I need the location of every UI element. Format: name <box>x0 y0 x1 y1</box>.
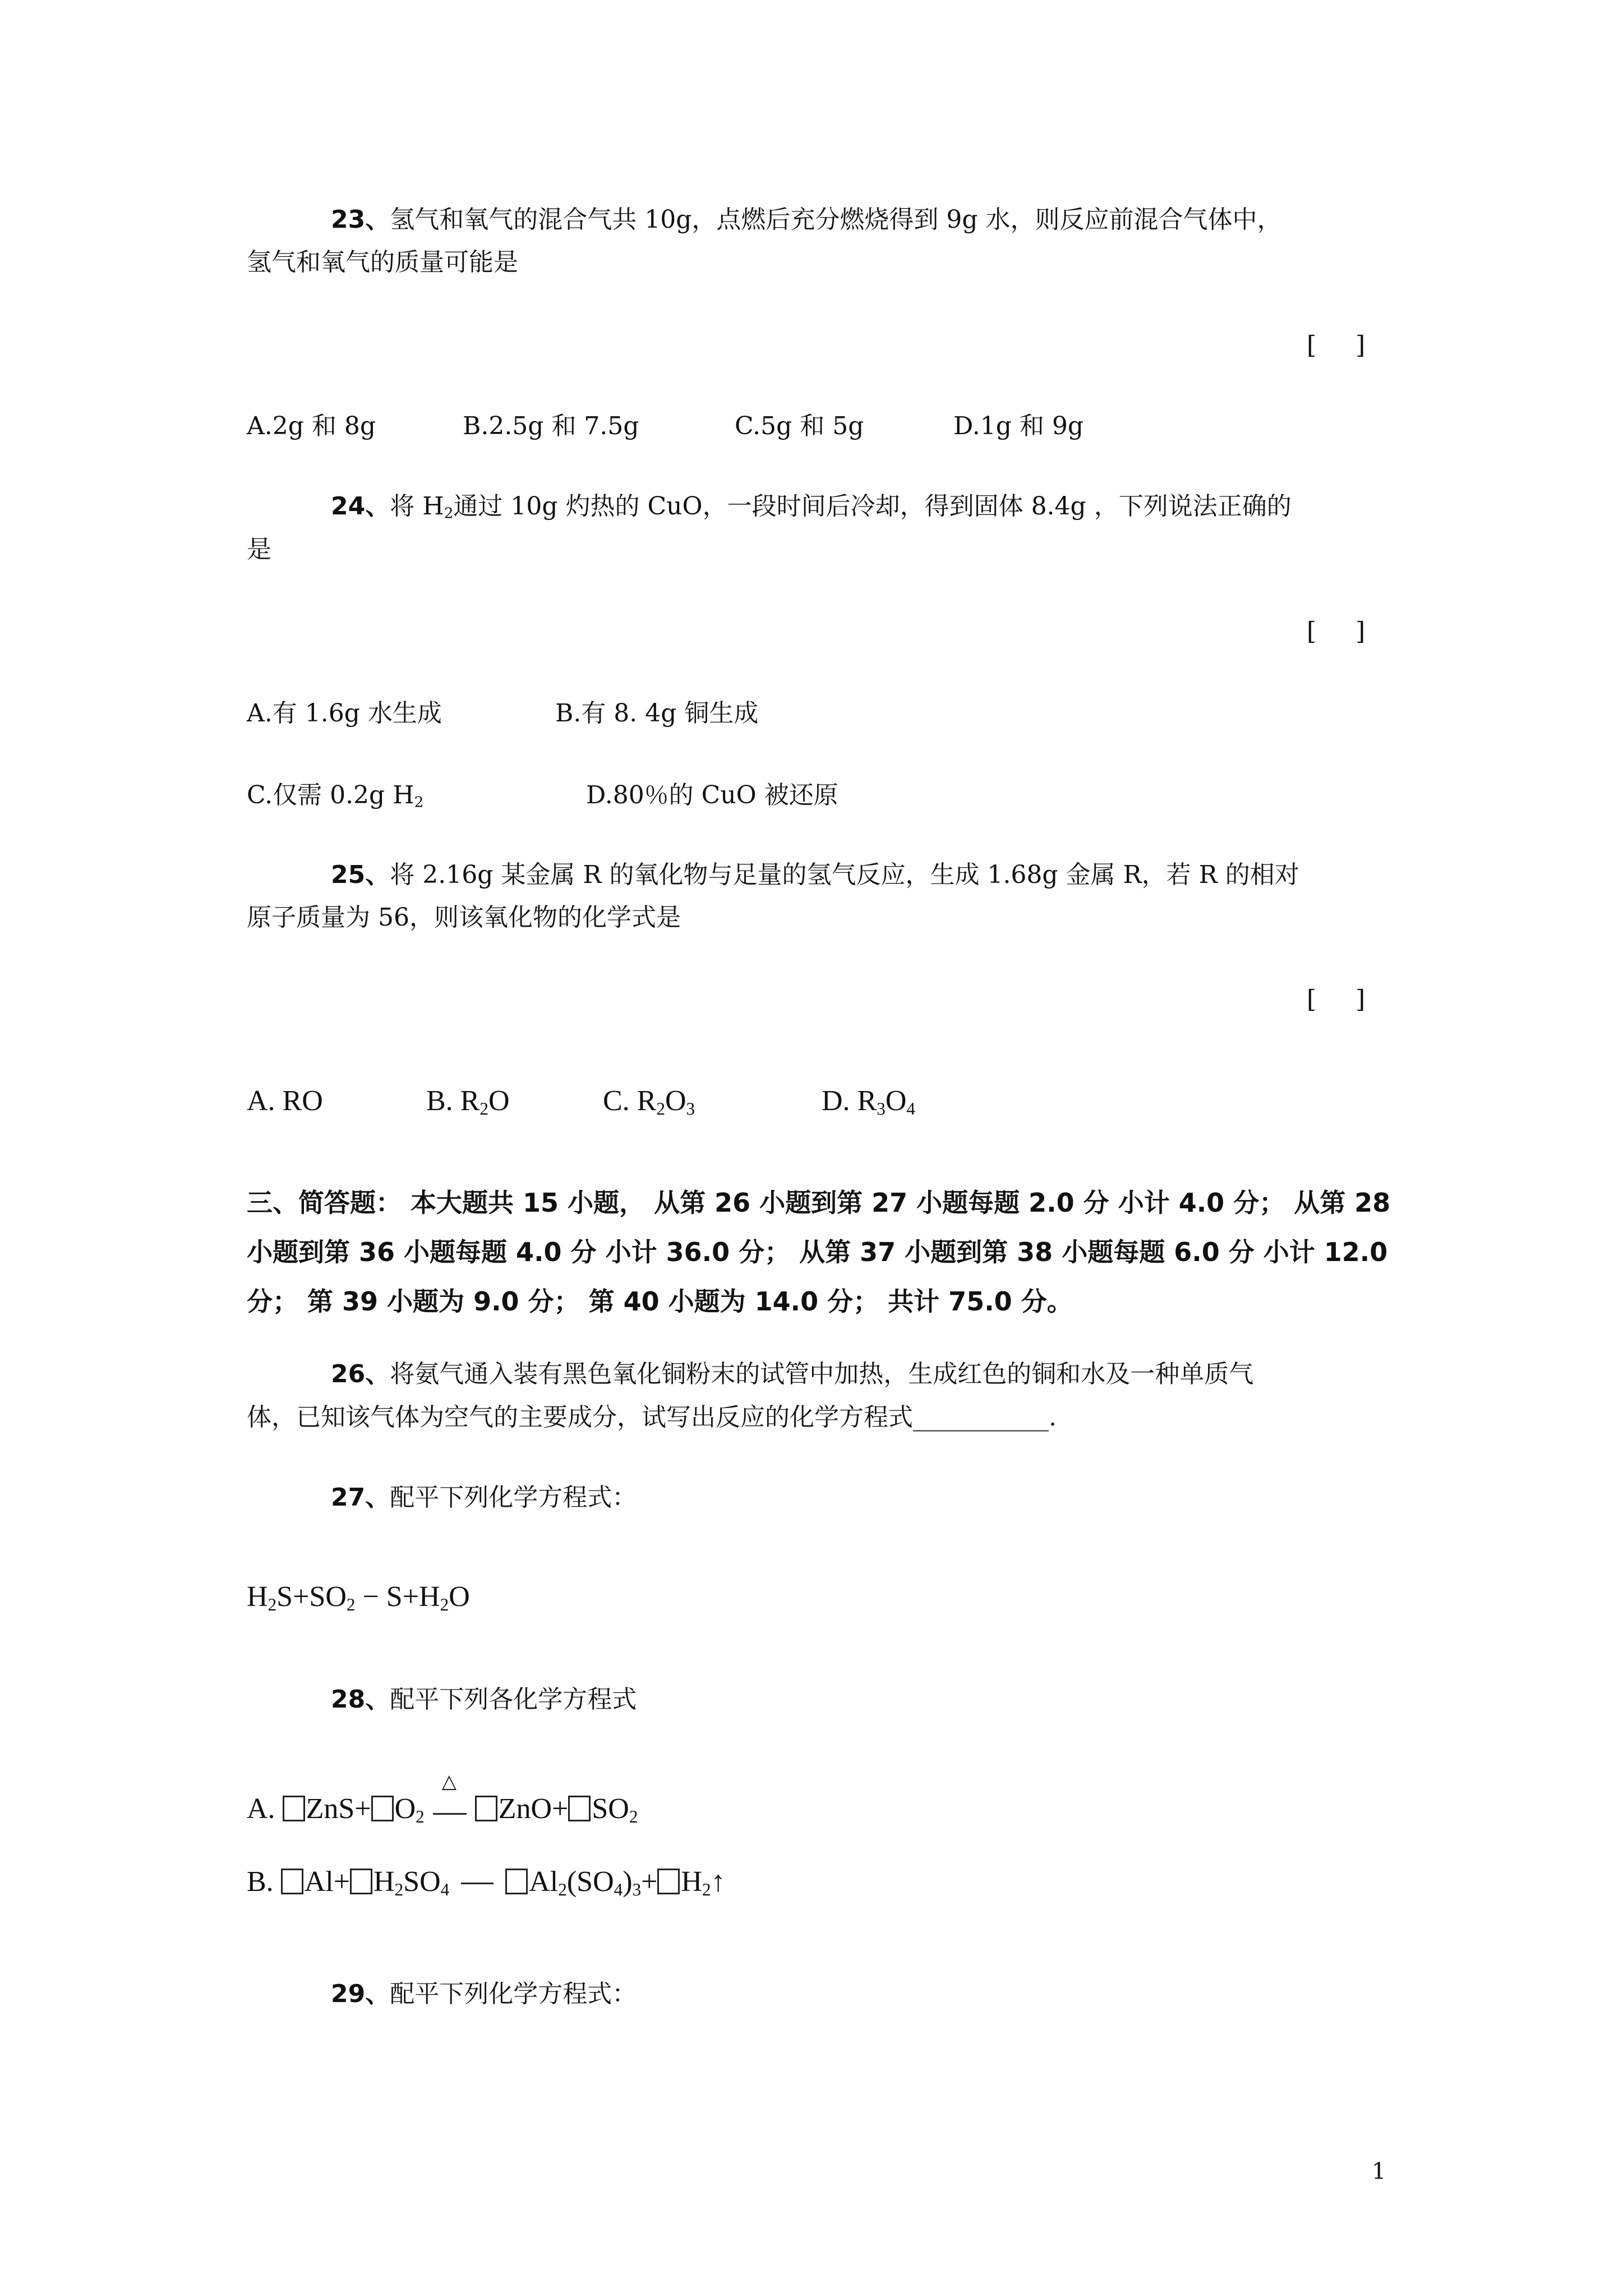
q25-line2: 原子质量为 56，则该氧化物的化学式是 <box>247 903 681 932</box>
q23-line1: 23、氢气和氧气的混合气共 10g，点燃后充分燃烧得到 9g 水，则反应前混合气体中， <box>331 205 1282 234</box>
q23-answer-bracket[interactable]: [ ] <box>1307 331 1366 360</box>
q24-option-a: A.有 1.6g 水生成 <box>247 699 442 728</box>
q25-number: 25、 <box>331 861 390 889</box>
q23-option-a: A.2g 和 8g <box>247 412 376 440</box>
q24-option-d: D.80％的 CuO 被还原 <box>586 781 838 809</box>
reaction-dash <box>461 1883 494 1884</box>
q26-number: 26、 <box>331 1360 390 1388</box>
q26-line2[interactable]: 体，已知该气体为空气的主要成分，试写出反应的化学方程式___________. <box>247 1403 1057 1432</box>
heat-arrow: △ <box>432 1789 468 1829</box>
q29-number: 29、 <box>331 1980 390 2008</box>
q25-line1: 25、将 2.16g 某金属 R 的氧化物与足量的氢气反应，生成 1.68g 金属 R，若 R 的相对 <box>331 861 1299 889</box>
q25-answer-bracket[interactable]: [ ] <box>1307 985 1366 1014</box>
q27-number: 27、 <box>331 1483 390 1512</box>
coefficient-box[interactable] <box>505 1869 528 1894</box>
q25-option-c: C. $R_2O_3$ <box>603 1085 695 1119</box>
q24-number: 24、 <box>331 492 390 521</box>
coefficient-box[interactable] <box>568 1796 591 1821</box>
section-3-heading: 三、简答题： 本大题共 15 小题， 从第 26 小题到第 27 小题每题 2.0 分 小计 4.0 分； 从第 28 小题到第 36 小题每题 4.0 分 小计 36.0 分； 从第 37 小题到第 38 小题每题 6.0 分 小计 12.0 分； 第 39 小题为 9.0 分； 第 40 小题为 14.0 分； 共计 75.0 分。 <box>247 1188 1391 1317</box>
q23-option-d: D.1g 和 9g <box>953 412 1083 440</box>
gas-arrow-icon: ↑ <box>711 1866 726 1898</box>
q29-prompt: 29、配平下列化学方程式： <box>331 1980 637 2008</box>
coefficient-box[interactable] <box>657 1869 680 1894</box>
q23-number: 23、 <box>331 205 390 234</box>
q24-line1: 24、将 $H_2$通过 10g 灼热的 CuO，一段时间后冷却，得到固体 8.4g ，下列说法正确的 <box>331 492 1292 522</box>
coefficient-box[interactable] <box>281 1869 303 1894</box>
q28-number: 28、 <box>331 1685 390 1714</box>
q23-option-c: C.5g 和 5g <box>735 412 864 440</box>
coefficient-box[interactable] <box>283 1796 305 1821</box>
q24-option-c: C.仅需 0.2g $H_2$ <box>247 781 424 811</box>
q28-equation-b: B. $Al+ H_2SO_4$ $Al_2(SO_4)_3+$ $H_2↑$ <box>247 1866 726 1899</box>
q23-option-b: B.2.5g 和 7.5g <box>463 412 639 440</box>
q24-line2: 是 <box>247 535 271 564</box>
q24-option-b: B.有 8. 4g 铜生成 <box>555 699 759 728</box>
coefficient-box[interactable] <box>371 1796 394 1821</box>
q25-option-a: A. RO <box>247 1085 323 1117</box>
q28-equation-a: A. $ZnS+ O_2$ △ $ZnO+ SO_2$ <box>247 1789 638 1837</box>
q28-prompt: 28、配平下列各化学方程式 <box>331 1685 637 1714</box>
q25-option-b: B. $R_2O$ <box>426 1085 510 1119</box>
q27-equation: $H_2S+SO_2 - S+H_2O$ <box>247 1581 470 1614</box>
page-number: 1 <box>1372 2159 1386 2184</box>
q23-line2: 氢气和氧气的质量可能是 <box>247 248 518 277</box>
q27-prompt: 27、配平下列化学方程式： <box>331 1483 637 1512</box>
coefficient-box[interactable] <box>475 1796 497 1821</box>
q25-option-d: D. $R_3O_4$ <box>822 1085 915 1119</box>
q26-line1: 26、将氨气通入装有黑色氧化铜粉末的试管中加热，生成红色的铜和水及一种单质气 <box>331 1360 1254 1388</box>
q24-answer-bracket[interactable]: [ ] <box>1307 617 1366 646</box>
coefficient-box[interactable] <box>350 1869 372 1894</box>
